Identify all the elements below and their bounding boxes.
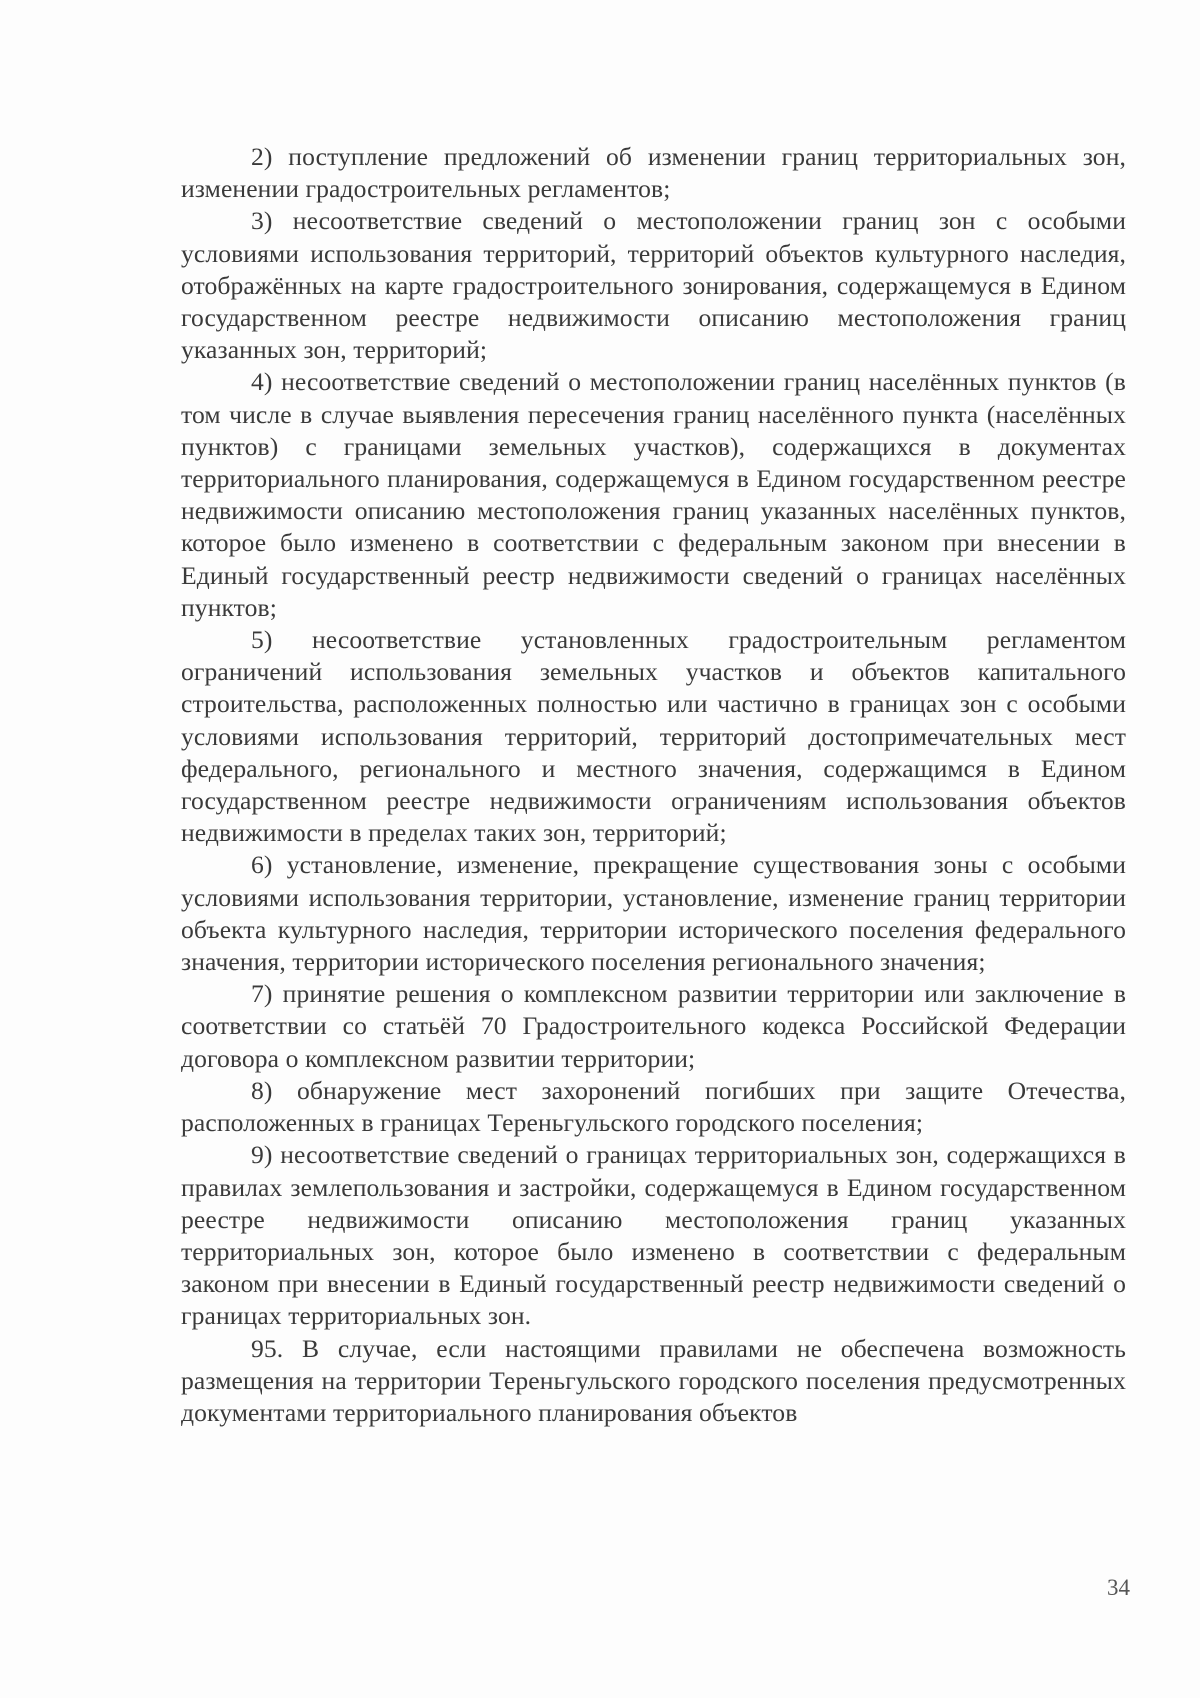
list-item-3: 3) несоответствие сведений о местоположении границ зон с особыми условиями использования территорий, территорий объектов культурного наследия, отображённых на карте градостроительного зонирования, содержащемуся в Едином государственном реестре недвижимости описанию местоположения границ указанных зон, территорий; [181,206,1126,365]
list-item-4: 4) несоответствие сведений о местоположении границ населённых пунктов (в том числе в случае выявления пересечения границ населённого пункта (населённых пунктов) с границами земельных участков), содержащихся в документах территориального планирования, содержащемуся в Едином государственном реестре недвижимости описанию местоположения границ указанных населённых пунктов, которое было изменено в соответствии с федеральным законом при внесении в Единый государственный реестр недвижимости сведений о границах населённых пунктов; [181,367,1126,622]
section-95: 95. В случае, если настоящими правилами не обеспечена возможность размещения на территории Тереньгульского городского поселения предусмотренных документами территориального планирования объектов [181,1333,1126,1427]
body-text [181,141,1126,1429]
list-item-5: 5) несоответствие установленных градостроительным регламентом ограничений использования земельных участков и объектов капитального строительства, расположенных полностью или частично в границах зон с особыми условиями использования территорий, территорий достопримечательных мест федерального, регионального и местного значения, содержащимся в Едином государственном реестре недвижимости ограничениям использования объектов недвижимости в пределах таких зон, территорий; [181,625,1126,848]
list-item-7: 7) принятие решения о комплексном развитии территории или заключение в соответствии со статьёй 70 Градостроительного кодекса Российской Федерации договора о комплексном развитии территории; [181,979,1126,1073]
list-item-6: 6) установление, изменение, прекращение существования зоны с особыми условиями использования территории, установление, изменение границ территории объекта культурного наследия, территории исторического поселения федерального значения, территории исторического поселения регионального значения; [181,850,1126,977]
list-item-9: 9) несоответствие сведений о границах территориальных зон, содержащихся в правилах землепользования и застройки, содержащемуся в Едином государственном реестре недвижимости описанию местоположения границ указанных территориальных зон, которое было изменено в соответствии с федеральным законом при внесении в Единый государственный реестр недвижимости сведений о границах территориальных зон. [181,1140,1126,1331]
list-item-2: 2) поступление предложений об изменении границ территориальных зон, изменении градостроительных регламентов; [181,142,1126,204]
page-number: 34 [1107,1575,1130,1600]
list-item-8: 8) обнаружение мест захоронений погибших при защите Отечества, расположенных в границах Тереньгульского городского поселения; [181,1075,1126,1138]
